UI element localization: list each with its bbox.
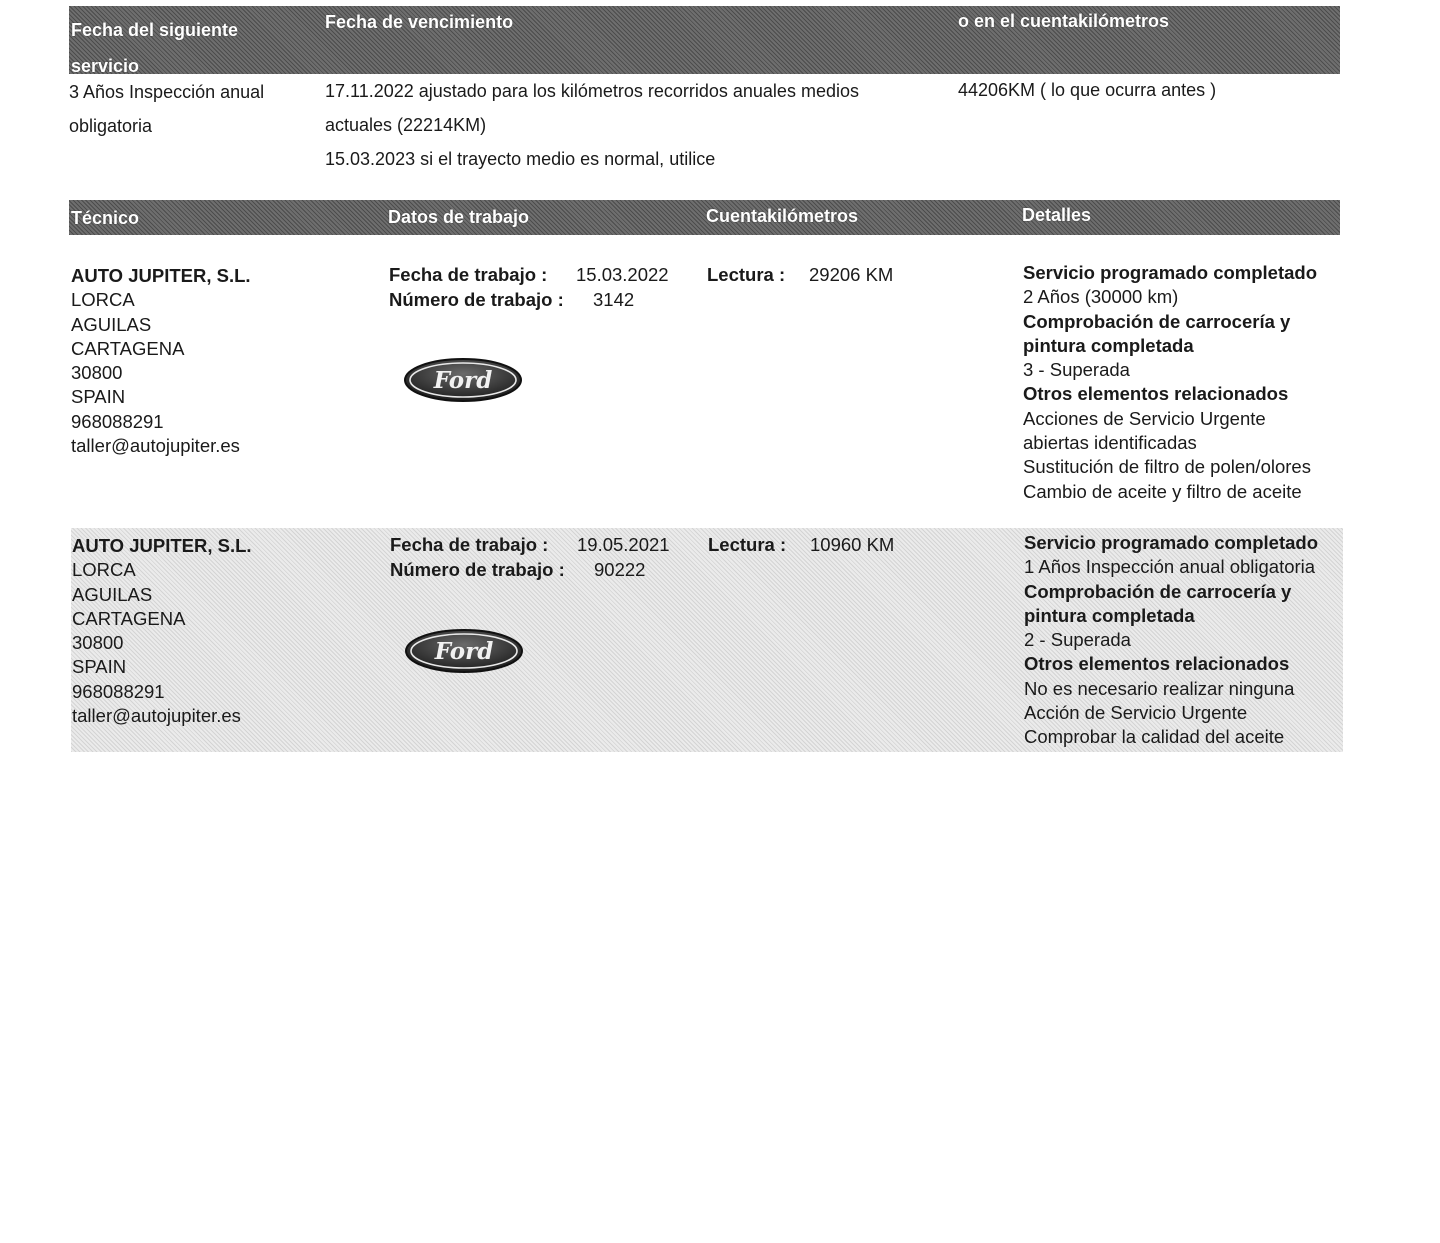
details-heading: Servicio programado completado bbox=[1023, 262, 1318, 283]
next-service-header bbox=[69, 6, 1340, 74]
reading-value: 29206 KM bbox=[809, 264, 894, 285]
logo-text: Ford bbox=[434, 638, 494, 665]
technician-block bbox=[71, 264, 251, 458]
work-date bbox=[390, 534, 670, 556]
reading-label: Lectura : bbox=[707, 264, 786, 285]
technician-name: AUTO JUPITER, S.L. bbox=[71, 265, 251, 286]
work-number-value: 90222 bbox=[594, 559, 646, 580]
odometer-due: 44206KM ( lo que ocurra antes ) bbox=[958, 80, 1217, 100]
work-number bbox=[389, 289, 635, 311]
details-line: 1 Años Inspección anual obligatoria bbox=[1024, 556, 1316, 578]
technician-line: SPAIN bbox=[72, 656, 127, 678]
ford-logo-icon bbox=[403, 357, 523, 403]
technician-block bbox=[72, 534, 252, 728]
details-line: 3 - Superada bbox=[1023, 359, 1130, 381]
technician-line: LORCA bbox=[72, 559, 136, 581]
technician-line: SPAIN bbox=[71, 386, 126, 408]
details-block bbox=[1024, 531, 1318, 750]
work-date bbox=[389, 264, 669, 286]
technician-line: AGUILAS bbox=[72, 583, 153, 605]
work-date-value: 15.03.2022 bbox=[576, 264, 669, 285]
header-odometer: Cuentakilómetros bbox=[706, 206, 859, 226]
due-date-line: 17.11.2022 ajustado para los kilómetros recorridos anuales medios bbox=[325, 81, 859, 101]
header-next-service: Fecha del siguiente servicio bbox=[71, 20, 239, 76]
history-header bbox=[69, 200, 1340, 235]
technician-phone: 968088291 bbox=[72, 680, 165, 702]
work-number-value: 3142 bbox=[593, 289, 635, 310]
work-date-label: Fecha de trabajo : bbox=[390, 534, 549, 555]
details-block bbox=[1023, 261, 1317, 504]
work-number-label: Número de trabajo : bbox=[389, 289, 564, 310]
details-line: 2 - Superada bbox=[1024, 629, 1131, 651]
work-date-label: Fecha de trabajo : bbox=[389, 264, 548, 285]
technician-email: taller@autojupiter.es bbox=[72, 705, 241, 727]
header-technician: Técnico bbox=[71, 208, 140, 228]
details-heading: Comprobación de carrocería y bbox=[1023, 310, 1291, 332]
technician-line: 30800 bbox=[72, 632, 124, 654]
technician-line: CARTAGENA bbox=[72, 607, 186, 629]
technician-name: AUTO JUPITER, S.L. bbox=[72, 535, 252, 556]
details-heading: Servicio programado completado bbox=[1024, 532, 1319, 553]
details-heading: pintura completada bbox=[1024, 604, 1195, 626]
header-odometer: o en el cuentakilómetros bbox=[958, 11, 1170, 31]
odometer-reading bbox=[708, 534, 895, 556]
details-line: No es necesario realizar ninguna bbox=[1024, 677, 1295, 699]
details-line: Sustitución de filtro de polen/olores bbox=[1023, 456, 1311, 478]
details-line: 2 Años (30000 km) bbox=[1023, 286, 1179, 308]
technician-email: taller@autojupiter.es bbox=[71, 435, 240, 457]
work-number bbox=[390, 559, 646, 581]
ford-logo-icon bbox=[404, 628, 524, 674]
details-line: Comprobar la calidad del aceite bbox=[1024, 726, 1285, 748]
work-number-label: Número de trabajo : bbox=[390, 559, 565, 580]
details-line: abiertas identificadas bbox=[1023, 432, 1197, 454]
reading-value: 10960 KM bbox=[810, 534, 895, 555]
technician-phone: 968088291 bbox=[71, 410, 164, 432]
header-work-data: Datos de trabajo bbox=[388, 207, 530, 227]
next-service-line: obligatoria bbox=[69, 116, 153, 136]
reading-label: Lectura : bbox=[708, 534, 787, 555]
details-heading: Comprobación de carrocería y bbox=[1024, 580, 1292, 602]
due-date-line: 15.03.2023 si el trayecto medio es normal, utilice bbox=[325, 149, 716, 169]
header-details: Detalles bbox=[1022, 205, 1092, 225]
technician-line: CARTAGENA bbox=[71, 337, 185, 359]
logo-text: Ford bbox=[433, 367, 493, 394]
odometer-reading bbox=[707, 264, 894, 286]
work-date-value: 19.05.2021 bbox=[577, 534, 670, 555]
due-date-line: actuales (22214KM) bbox=[325, 115, 487, 135]
technician-line: AGUILAS bbox=[71, 313, 152, 335]
next-service-line: 3 Años Inspección anual bbox=[69, 82, 265, 102]
technician-line: 30800 bbox=[71, 362, 123, 384]
details-line: Acción de Servicio Urgente bbox=[1024, 702, 1248, 724]
details-heading: Otros elementos relacionados bbox=[1024, 653, 1290, 675]
header-due-date: Fecha de vencimiento bbox=[325, 12, 514, 32]
details-line: Acciones de Servicio Urgente bbox=[1023, 407, 1266, 429]
details-heading: Otros elementos relacionados bbox=[1023, 383, 1289, 405]
details-heading: pintura completada bbox=[1023, 334, 1194, 356]
technician-line: LORCA bbox=[71, 289, 135, 311]
details-line: Cambio de aceite y filtro de aceite bbox=[1023, 480, 1302, 502]
